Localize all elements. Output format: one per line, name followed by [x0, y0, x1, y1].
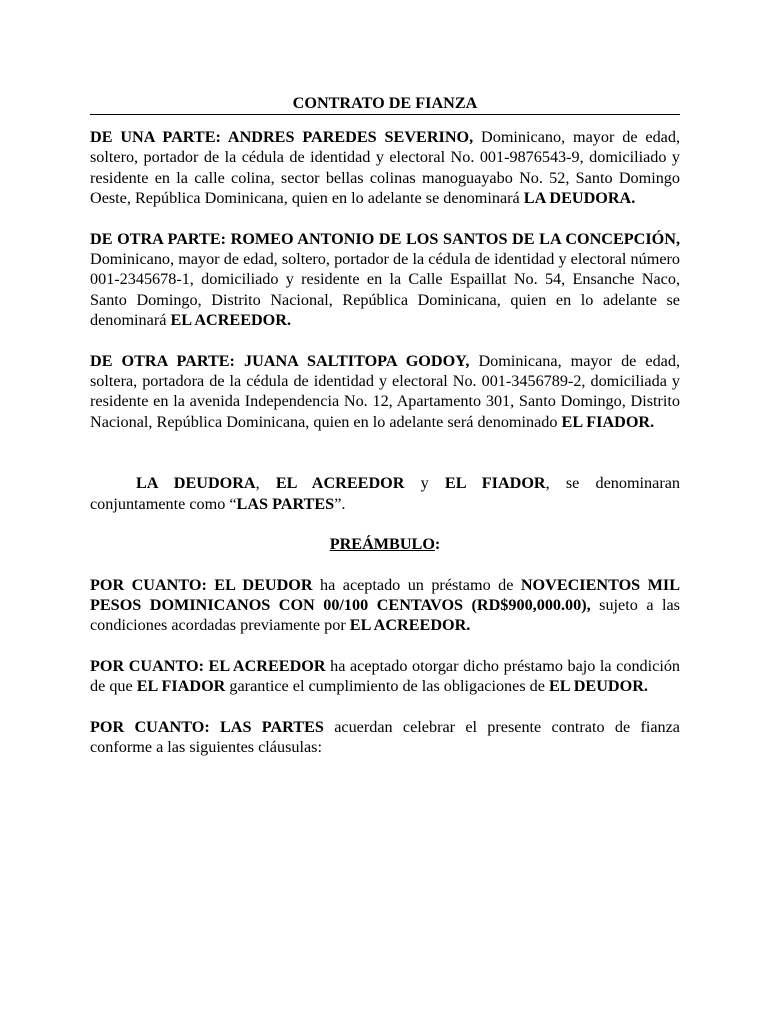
party-one-label: DE UNA PARTE: ANDRES PAREDES SEVERINO, [90, 128, 474, 146]
clause-three-text: acuerdan celebrar el presente contrato de fianza conforme a las siguientes cláusulas: [90, 717, 680, 756]
clause-three-label: POR CUANTO: LAS PARTES [90, 717, 324, 736]
document-page [90, 93, 680, 757]
clause-two-text-one: ha aceptado otorgar dicho préstamo bajo la condición de que [90, 656, 681, 696]
joint-parties-paragraph [90, 473, 680, 514]
party-three-paragraph [90, 351, 680, 433]
preamble-colon: : [434, 535, 441, 554]
clause-one-text-one: ha aceptado un préstamo de [312, 575, 521, 594]
clause-two-text-two: garantice el cumplimiento de las obligaciones de [225, 677, 549, 696]
party-one-text: Dominicano, mayor de edad, soltero, portador de la cédula de identidad y electoral No. 001-9876543-9, domiciliado y residente en la calle colina, sector bellas colinas manoguayabo No. 52, Santo Domingo Oeste, República Dominicana, quien en lo adelante se denominará [90, 128, 680, 208]
clause-two-paragraph [90, 656, 680, 697]
joint-partes: LAS PARTES [236, 494, 335, 513]
clause-one-text-two: sujeto a las condiciones acordadas previamente por [90, 595, 680, 635]
party-two-label: DE OTRA PARTE: ROMEO ANTONIO DE LOS SANTOS DE LA CONCEPCIÓN, [90, 229, 680, 248]
clause-two-deudor: EL DEUDOR. [549, 677, 648, 696]
clause-one-paragraph [90, 575, 680, 636]
party-three-label: DE OTRA PARTE: JUANA SALTITOPA GODOY, [90, 351, 470, 370]
party-two-paragraph [90, 229, 680, 331]
joint-deudora: LA DEUDORA [136, 474, 256, 493]
joint-fiador: EL FIADOR [444, 474, 546, 493]
party-one-paragraph [90, 127, 680, 209]
clause-one-label: POR CUANTO: EL DEUDOR [90, 575, 313, 594]
joint-text: , se denominaran conjuntamente como “ [90, 474, 680, 513]
clause-two-label: POR CUANTO: EL ACREEDOR [90, 656, 326, 675]
party-two-role: EL ACREEDOR. [170, 311, 292, 330]
party-three-role: EL FIADOR. [561, 412, 655, 431]
clause-one-amount: NOVECIENTOS MIL PESOS DOMINICANOS CON 00/100 CENTAVOS (RD$900,000.00), [90, 575, 681, 614]
joint-end: ”. [334, 494, 346, 513]
party-one-role: LA DEUDORA. [523, 189, 636, 208]
party-two-text: Dominicano, mayor de edad, soltero, portador de la cédula de identidad y electoral número 001-2345678-1, domiciliado y residente en la Calle Espaillat No. 54, Ensanche Naco, Santo Domingo, Distrito Nacional, República Dominicana, quien en lo adelante se denominará [90, 250, 680, 330]
preamble-title: PREÁMBULO [329, 535, 435, 554]
clause-two-fiador: EL FIADOR [136, 677, 226, 696]
document-title: CONTRATO DE FIANZA [90, 93, 680, 115]
clause-one-party: EL ACREEDOR. [349, 616, 471, 635]
preamble-heading [90, 534, 680, 554]
joint-sep-one: , [255, 474, 276, 493]
joint-acreedor: EL ACREEDOR [275, 474, 405, 493]
joint-sep-two: y [404, 474, 445, 493]
clause-three-paragraph [90, 717, 680, 758]
party-three-text: Dominicana, mayor de edad, soltera, portadora de la cédula de identidad y electoral No. 001-3456789-2, domiciliada y residente en la avenida Independencia No. 12, Apartamento 301, Santo Domingo, Distrito Nacional, República Dominicana, quien en lo adelante será denominado [90, 351, 680, 431]
